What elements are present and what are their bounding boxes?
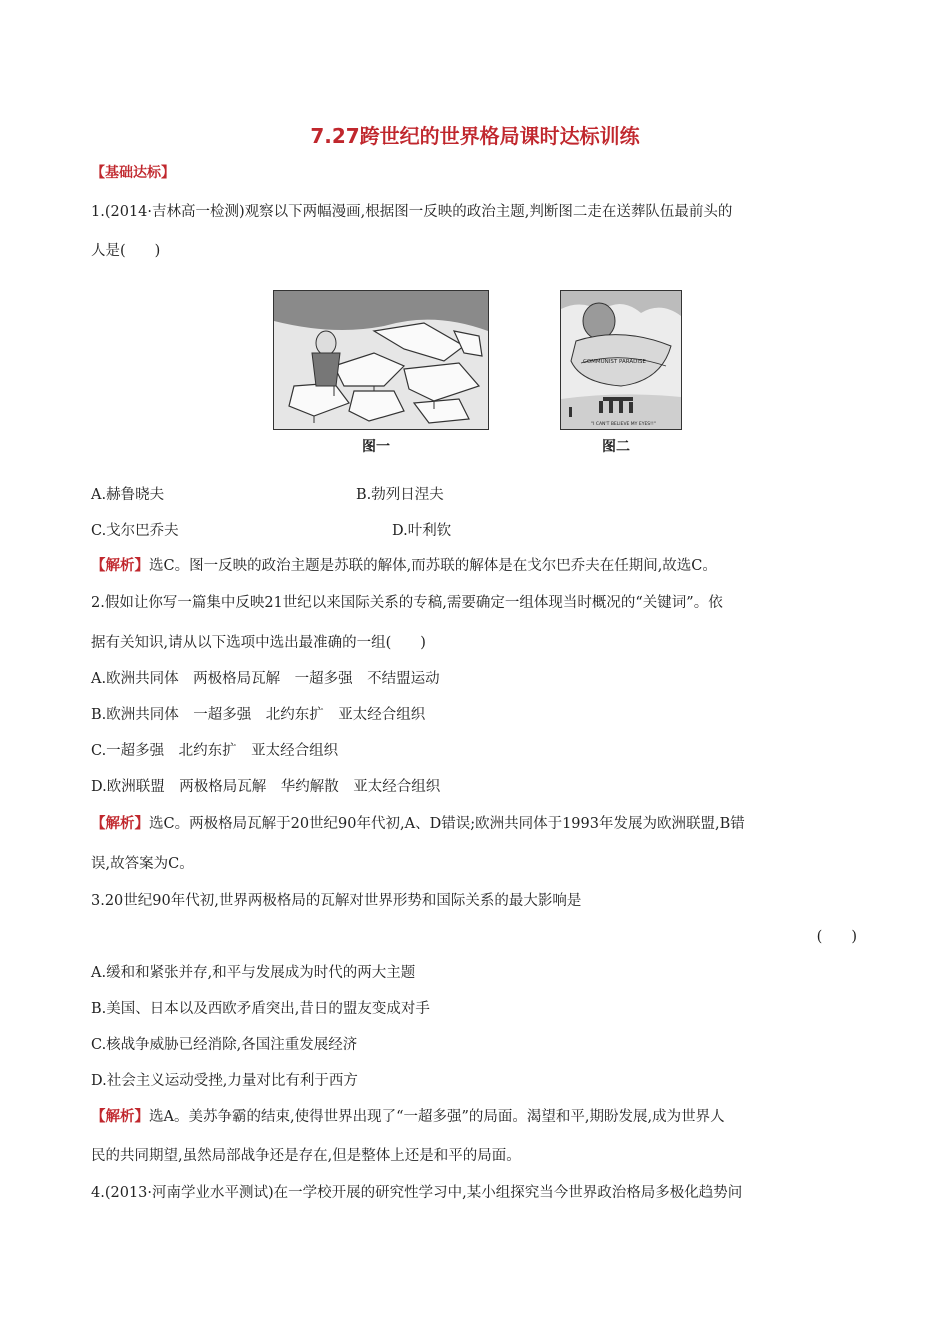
q4-text-line1: 4.(2013·河南学业水平测试)在一学校开展的研究性学习中,某小组探究当今世界政治格局多极化趋势问 — [91, 1185, 743, 1201]
q3-option-d: D.社会主义运动受挫,力量对比有利于西方 — [91, 1073, 358, 1089]
q3-option-c: C.核战争威胁已经消除,各国注重发展经济 — [91, 1037, 358, 1053]
q2-option-b: B.欧洲共同体 一超多强 北约东扩 亚太经合组织 — [91, 707, 426, 723]
q2-option-c: C.一超多强 北约东扩 亚太经合组织 — [91, 743, 339, 759]
q2-text-line2: 据有关知识,请从以下选项中选出最准确的一组( ) — [91, 635, 426, 651]
q2-text-line1: 2.假如让你写一篇集中反映21世纪以来国际关系的专稿,需要确定一组体现当时概况的“关键词”。依 — [91, 595, 723, 611]
q1-option-a: A.赫鲁晓夫 — [91, 487, 165, 503]
q1-option-b: B.勃列日涅夫 — [356, 487, 444, 503]
q3-answer-bracket: ( ) — [816, 929, 857, 945]
q3-analysis-line1 — [91, 1105, 725, 1126]
section-heading: 【基础达标】 — [91, 165, 175, 181]
q3-analysis-line2: 民的共同期望,虽然局部战争还是存在,但是整体上还是和平的局面。 — [91, 1148, 521, 1164]
cartoon-1-drawing — [274, 291, 488, 429]
cartoon-figure-1 — [273, 290, 489, 430]
page-title: 7.27跨世纪的世界格局课时达标训练 — [310, 124, 640, 148]
analysis-tag: 【解析】 — [91, 558, 149, 574]
q3-option-b: B.美国、日本以及西欧矛盾突出,昔日的盟友变成对手 — [91, 1001, 430, 1017]
q2-analysis-line2: 误,故答案为C。 — [91, 856, 194, 872]
cartoon-2-drawing — [561, 291, 681, 429]
cartoon-2-caption: "I CAN'T BELIEVE MY EYES!!" — [591, 422, 656, 427]
q3-analysis-text1: 选A。美苏争霸的结束,使得世界出现了“一超多强”的局面。渴望和平,期盼发展,成为世界人 — [149, 1109, 725, 1125]
figure-2-caption: 图二 — [602, 439, 630, 455]
q2-analysis-line1 — [91, 812, 745, 833]
q1-text-line2: 人是( ) — [91, 243, 161, 259]
q2-analysis-text1: 选C。两极格局瓦解于20世纪90年代初,A、D错误;欧洲共同体于1993年发展为欧洲联盟,B错 — [149, 816, 745, 832]
q2-option-a: A.欧洲共同体 两极格局瓦解 一超多强 不结盟运动 — [91, 671, 440, 687]
q1-analysis-text: 选C。图一反映的政治主题是苏联的解体,而苏联的解体是在戈尔巴乔夫在任期间,故选C。 — [149, 558, 717, 574]
cartoon-figure-2 — [560, 290, 682, 430]
analysis-tag: 【解析】 — [91, 816, 149, 832]
figure-1-caption: 图一 — [362, 439, 390, 455]
analysis-tag: 【解析】 — [91, 1109, 149, 1125]
q1-option-c: C.戈尔巴乔夫 — [91, 523, 179, 539]
q3-text-line1: 3.20世纪90年代初,世界两极格局的瓦解对世界形势和国际关系的最大影响是 — [91, 893, 582, 909]
cartoon-2-banner: COMMUNIST PARADISE — [583, 359, 646, 365]
q2-option-d: D.欧洲联盟 两极格局瓦解 华约解散 亚太经合组织 — [91, 779, 441, 795]
q3-option-a: A.缓和和紧张并存,和平与发展成为时代的两大主题 — [91, 965, 416, 981]
q1-option-d: D.叶利钦 — [392, 523, 452, 539]
q1-text-line1: 1.(2014·吉林高一检测)观察以下两幅漫画,根据图一反映的政治主题,判断图二走在送葬队伍最前头的 — [91, 204, 733, 220]
q1-analysis — [91, 554, 717, 575]
